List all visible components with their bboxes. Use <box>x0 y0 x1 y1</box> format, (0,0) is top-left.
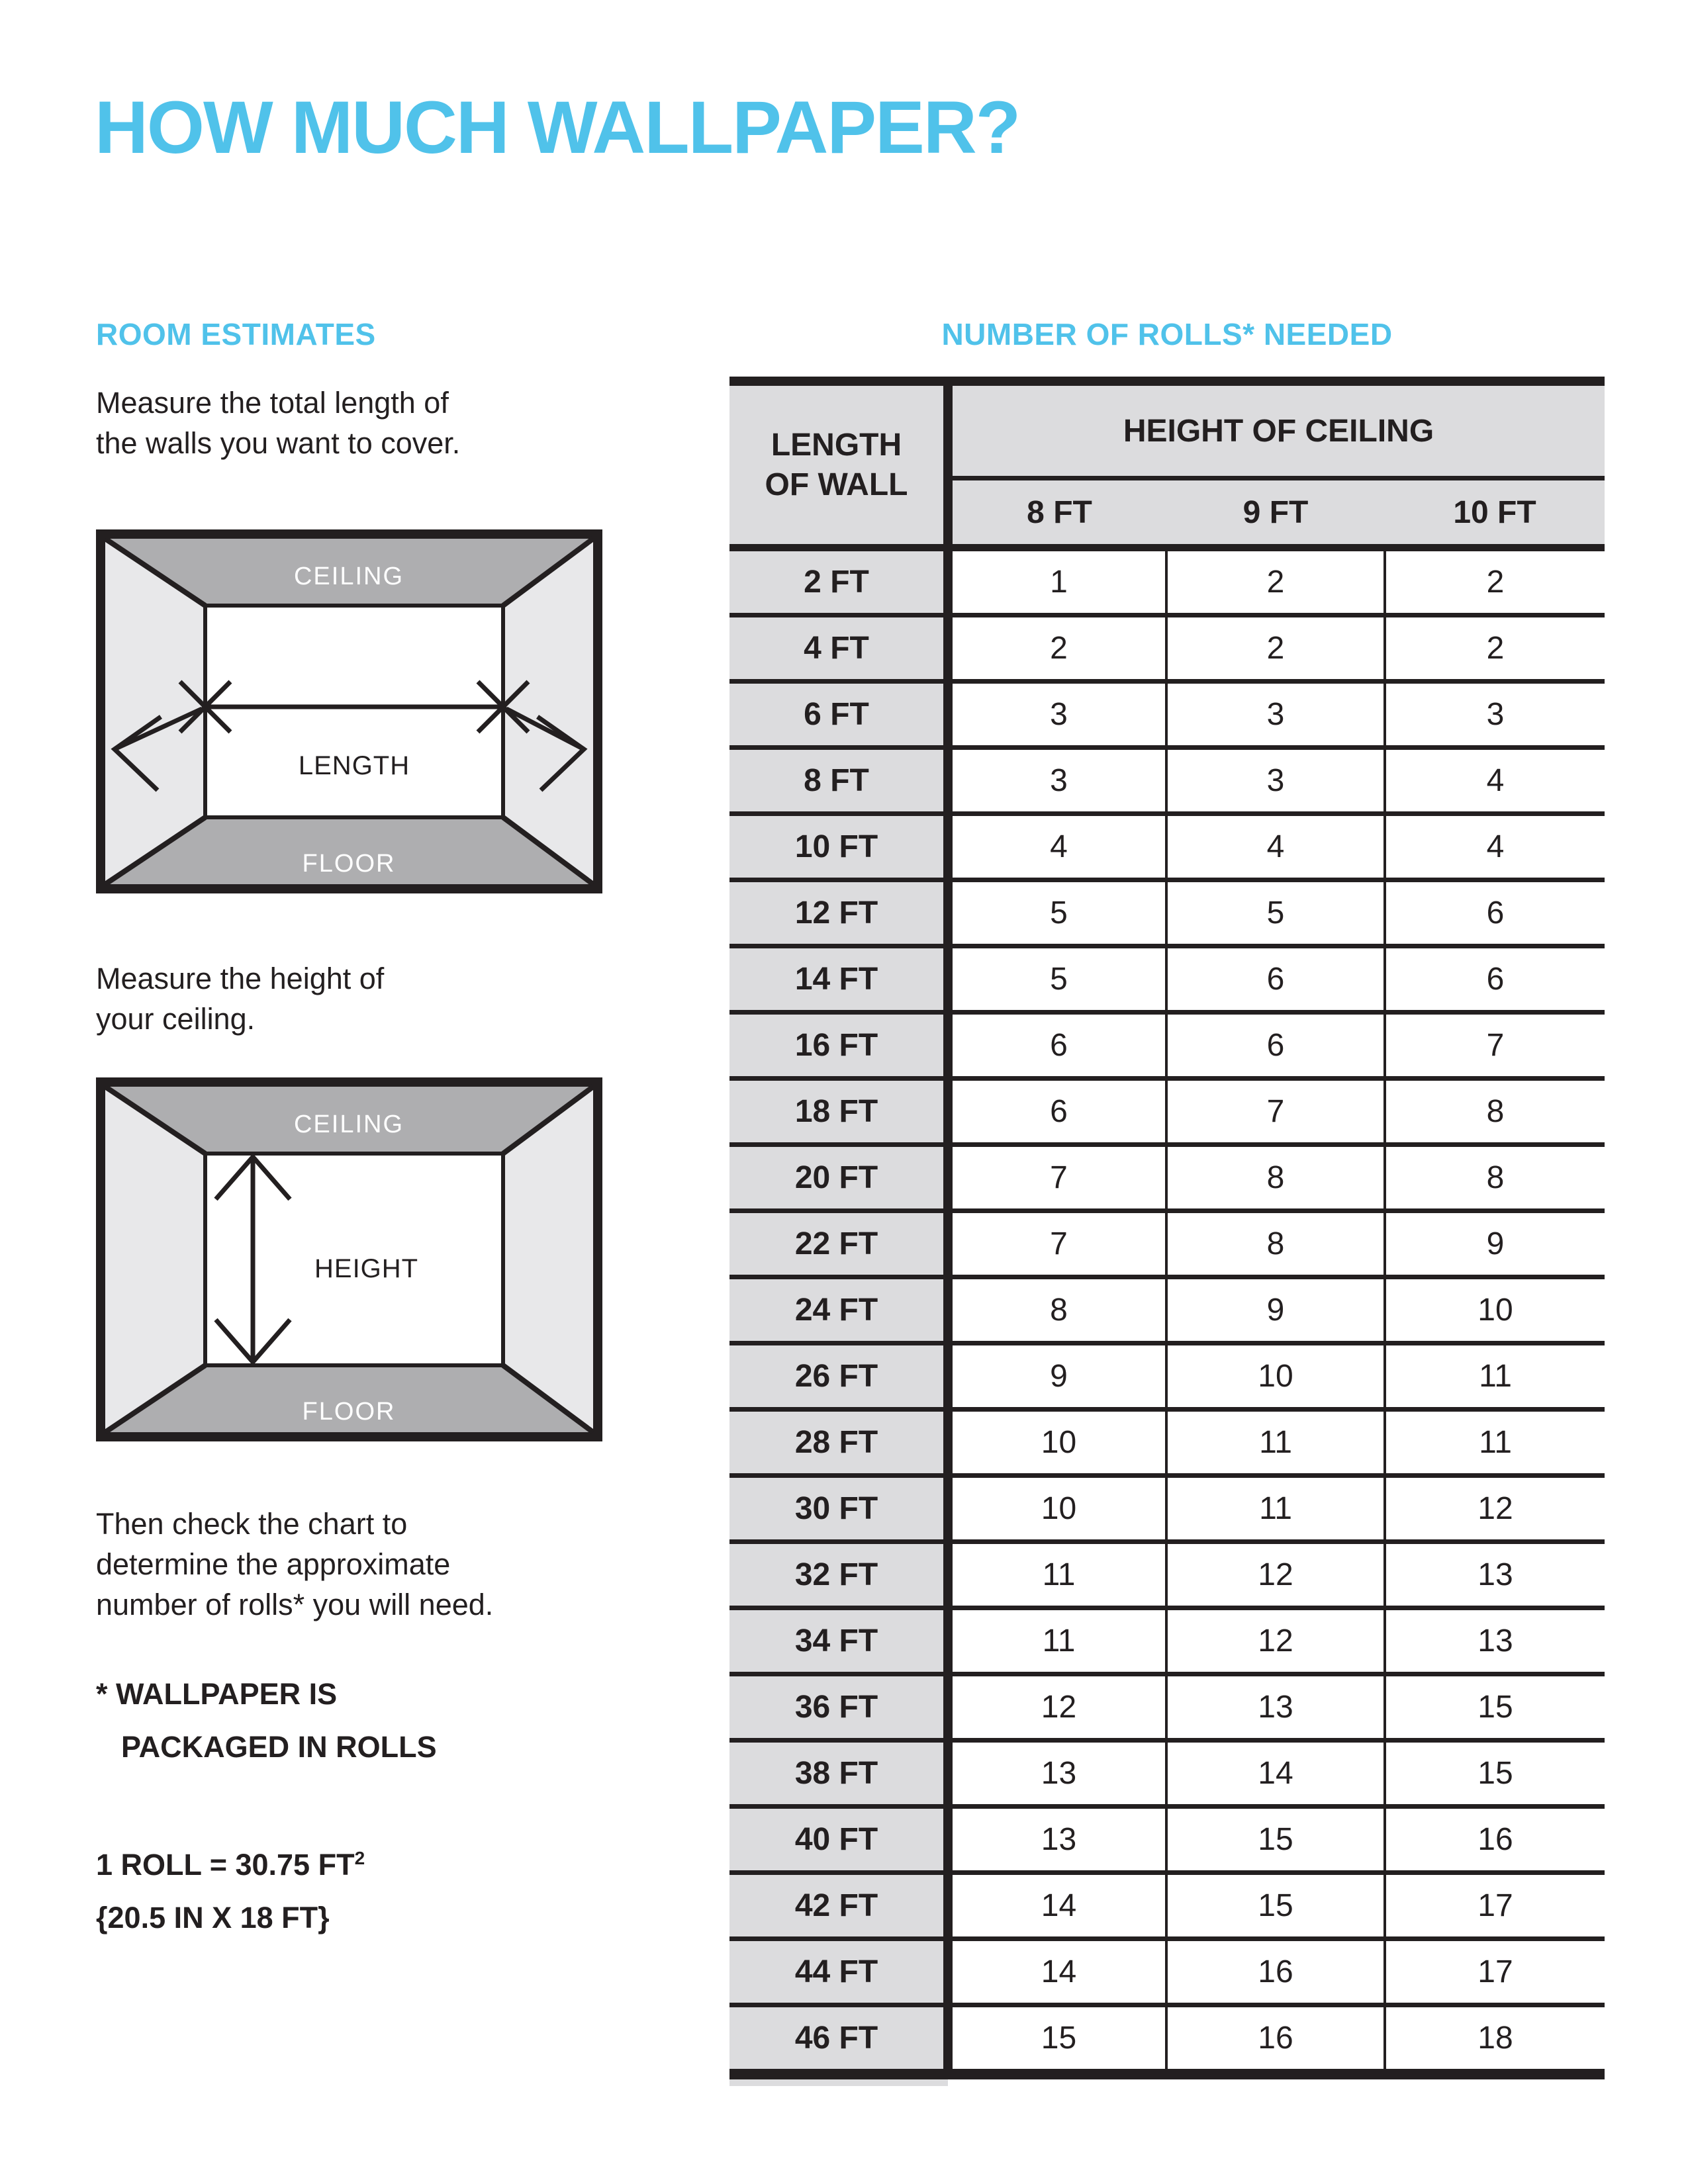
row-label: 44 FT <box>729 1939 948 2005</box>
roll-dimensions-line: {20.5 IN X 18 FT} <box>96 1901 330 1934</box>
table-row <box>729 1542 1605 1608</box>
cell-8ft: 6 <box>948 1079 1166 1145</box>
height-label: HEIGHT <box>314 1254 419 1283</box>
cell-10ft: 15 <box>1385 1674 1605 1741</box>
row-label: 40 FT <box>729 1807 948 1873</box>
cell-10ft: 17 <box>1385 1873 1605 1939</box>
row-label: 18 FT <box>729 1079 948 1145</box>
cell-10ft: 12 <box>1385 1476 1605 1542</box>
cell-8ft: 6 <box>948 1013 1166 1079</box>
cell-8ft: 11 <box>948 1542 1166 1608</box>
ceiling-label: CEILING <box>293 1111 404 1138</box>
cell-8ft: 7 <box>948 1145 1166 1211</box>
roll-size-note <box>96 1832 365 1944</box>
paragraph-line: the walls you want to cover. <box>96 426 461 460</box>
cell-9ft: 4 <box>1166 814 1385 880</box>
table-row <box>729 1343 1605 1410</box>
row-label: 4 FT <box>729 615 948 682</box>
cell-8ft: 8 <box>948 1277 1166 1343</box>
row-label: 30 FT <box>729 1476 948 1542</box>
cell-9ft: 16 <box>1166 2005 1385 2075</box>
col-header-length-of-wall <box>729 381 948 548</box>
floor-label: FLOOR <box>302 1398 396 1426</box>
row-label: 22 FT <box>729 1211 948 1277</box>
cell-10ft: 6 <box>1385 880 1605 946</box>
row-label: 38 FT <box>729 1741 948 1807</box>
cell-10ft: 15 <box>1385 1741 1605 1807</box>
table-footer-gray-tab <box>729 2079 948 2086</box>
row-label: 2 FT <box>729 548 948 615</box>
row-label: 20 FT <box>729 1145 948 1211</box>
cell-10ft: 11 <box>1385 1410 1605 1476</box>
cell-9ft: 10 <box>1166 1343 1385 1410</box>
row-label: 46 FT <box>729 2005 948 2075</box>
table-row <box>729 880 1605 946</box>
row-label: 24 FT <box>729 1277 948 1343</box>
cell-10ft: 11 <box>1385 1343 1605 1410</box>
cell-8ft: 10 <box>948 1476 1166 1542</box>
cell-9ft: 11 <box>1166 1476 1385 1542</box>
row-label: 36 FT <box>729 1674 948 1741</box>
cell-8ft: 1 <box>948 548 1166 615</box>
row-label: 32 FT <box>729 1542 948 1608</box>
floor-label: FLOOR <box>302 850 396 878</box>
row-label: 6 FT <box>729 682 948 748</box>
cell-8ft: 10 <box>948 1410 1166 1476</box>
cell-9ft: 16 <box>1166 1939 1385 2005</box>
cell-9ft: 6 <box>1166 1013 1385 1079</box>
paragraph-line: number of rolls* you will need. <box>96 1588 494 1621</box>
cell-8ft: 2 <box>948 615 1166 682</box>
table-row <box>729 2005 1605 2075</box>
cell-8ft: 3 <box>948 682 1166 748</box>
paragraph-line: Then check the chart to <box>96 1507 408 1541</box>
cell-10ft: 7 <box>1385 1013 1605 1079</box>
table-row <box>729 1674 1605 1741</box>
cell-9ft: 7 <box>1166 1079 1385 1145</box>
cell-8ft: 4 <box>948 814 1166 880</box>
table-row <box>729 682 1605 748</box>
col-header-8ft: 8 FT <box>948 478 1166 548</box>
table-row <box>729 1476 1605 1542</box>
cell-9ft: 15 <box>1166 1807 1385 1873</box>
table-row <box>729 615 1605 682</box>
cell-8ft: 9 <box>948 1343 1166 1410</box>
length-label: LENGTH <box>298 751 410 780</box>
table-row <box>729 946 1605 1013</box>
paragraph-line: Measure the height of <box>96 962 385 995</box>
cell-8ft: 13 <box>948 1807 1166 1873</box>
cell-10ft: 16 <box>1385 1807 1605 1873</box>
cell-9ft: 3 <box>1166 748 1385 814</box>
cell-9ft: 14 <box>1166 1741 1385 1807</box>
cell-9ft: 8 <box>1166 1145 1385 1211</box>
cell-8ft: 15 <box>948 2005 1166 2075</box>
ceiling-label: CEILING <box>293 563 404 590</box>
cell-8ft: 5 <box>948 880 1166 946</box>
cell-10ft: 3 <box>1385 682 1605 748</box>
table-row <box>729 1277 1605 1343</box>
cell-8ft: 7 <box>948 1211 1166 1277</box>
cell-9ft: 12 <box>1166 1608 1385 1674</box>
table-row <box>729 1741 1605 1807</box>
cell-9ft: 15 <box>1166 1873 1385 1939</box>
cell-9ft: 5 <box>1166 880 1385 946</box>
cell-10ft: 4 <box>1385 748 1605 814</box>
cell-8ft: 13 <box>948 1741 1166 1807</box>
header-line: OF WALL <box>765 467 908 502</box>
paragraph-line: determine the approximate <box>96 1547 451 1581</box>
note-line: PACKAGED IN ROLLS <box>121 1730 437 1764</box>
cell-10ft: 10 <box>1385 1277 1605 1343</box>
wallpaper-packaged-note <box>96 1668 437 1774</box>
note-line: * WALLPAPER IS <box>96 1677 338 1711</box>
cell-9ft: 3 <box>1166 682 1385 748</box>
room-height-diagram <box>96 1077 602 1441</box>
cell-9ft: 9 <box>1166 1277 1385 1343</box>
paragraph-line: Measure the total length of <box>96 386 449 420</box>
cell-9ft: 8 <box>1166 1211 1385 1277</box>
rolls-table <box>729 377 1605 2079</box>
cell-8ft: 12 <box>948 1674 1166 1741</box>
cell-9ft: 13 <box>1166 1674 1385 1741</box>
cell-9ft: 11 <box>1166 1410 1385 1476</box>
cell-10ft: 4 <box>1385 814 1605 880</box>
cell-8ft: 14 <box>948 1939 1166 2005</box>
col-header-height-of-ceiling: HEIGHT OF CEILING <box>948 381 1605 478</box>
cell-8ft: 14 <box>948 1873 1166 1939</box>
row-label: 12 FT <box>729 880 948 946</box>
col-header-9ft: 9 FT <box>1166 478 1385 548</box>
table-row <box>729 1145 1605 1211</box>
table-row <box>729 1807 1605 1873</box>
rolls-needed-heading: NUMBER OF ROLLS* NEEDED <box>941 317 1393 351</box>
row-label: 34 FT <box>729 1608 948 1674</box>
cell-9ft: 6 <box>1166 946 1385 1013</box>
table-row <box>729 748 1605 814</box>
row-label: 28 FT <box>729 1410 948 1476</box>
table-row <box>729 548 1605 615</box>
room-estimates-heading: ROOM ESTIMATES <box>96 317 376 351</box>
measure-height-paragraph <box>96 958 384 1039</box>
cell-10ft: 2 <box>1385 548 1605 615</box>
table-row <box>729 1608 1605 1674</box>
cell-9ft: 2 <box>1166 548 1385 615</box>
table-header-row <box>729 381 1605 478</box>
cell-10ft: 18 <box>1385 2005 1605 2075</box>
cell-9ft: 2 <box>1166 615 1385 682</box>
header-line: LENGTH <box>771 427 902 463</box>
table-row <box>729 1939 1605 2005</box>
row-label: 42 FT <box>729 1873 948 1939</box>
superscript-2: 2 <box>354 1848 365 1868</box>
col-header-10ft: 10 FT <box>1385 478 1605 548</box>
cell-8ft: 11 <box>948 1608 1166 1674</box>
table-row <box>729 814 1605 880</box>
check-chart-paragraph <box>96 1504 493 1625</box>
table-row <box>729 1013 1605 1079</box>
table-row <box>729 1410 1605 1476</box>
row-label: 8 FT <box>729 748 948 814</box>
row-label: 10 FT <box>729 814 948 880</box>
page-title: HOW MUCH WALLPAPER? <box>95 86 1020 169</box>
room-length-diagram <box>96 529 602 893</box>
cell-8ft: 3 <box>948 748 1166 814</box>
row-label: 16 FT <box>729 1013 948 1079</box>
cell-8ft: 5 <box>948 946 1166 1013</box>
measure-length-paragraph <box>96 383 460 463</box>
row-label: 14 FT <box>729 946 948 1013</box>
cell-10ft: 2 <box>1385 615 1605 682</box>
back-wall <box>205 606 503 817</box>
rolls-table-wrapper <box>729 377 1610 2086</box>
row-label: 26 FT <box>729 1343 948 1410</box>
paragraph-line: your ceiling. <box>96 1002 256 1036</box>
cell-10ft: 6 <box>1385 946 1605 1013</box>
table-row <box>729 1211 1605 1277</box>
cell-10ft: 9 <box>1385 1211 1605 1277</box>
cell-10ft: 8 <box>1385 1145 1605 1211</box>
table-row <box>729 1079 1605 1145</box>
cell-9ft: 12 <box>1166 1542 1385 1608</box>
cell-10ft: 17 <box>1385 1939 1605 2005</box>
cell-10ft: 13 <box>1385 1542 1605 1608</box>
cell-10ft: 13 <box>1385 1608 1605 1674</box>
table-row <box>729 1873 1605 1939</box>
cell-10ft: 8 <box>1385 1079 1605 1145</box>
roll-equation-line: 1 ROLL = 30.75 $FT^2$ <box>96 1848 365 1882</box>
